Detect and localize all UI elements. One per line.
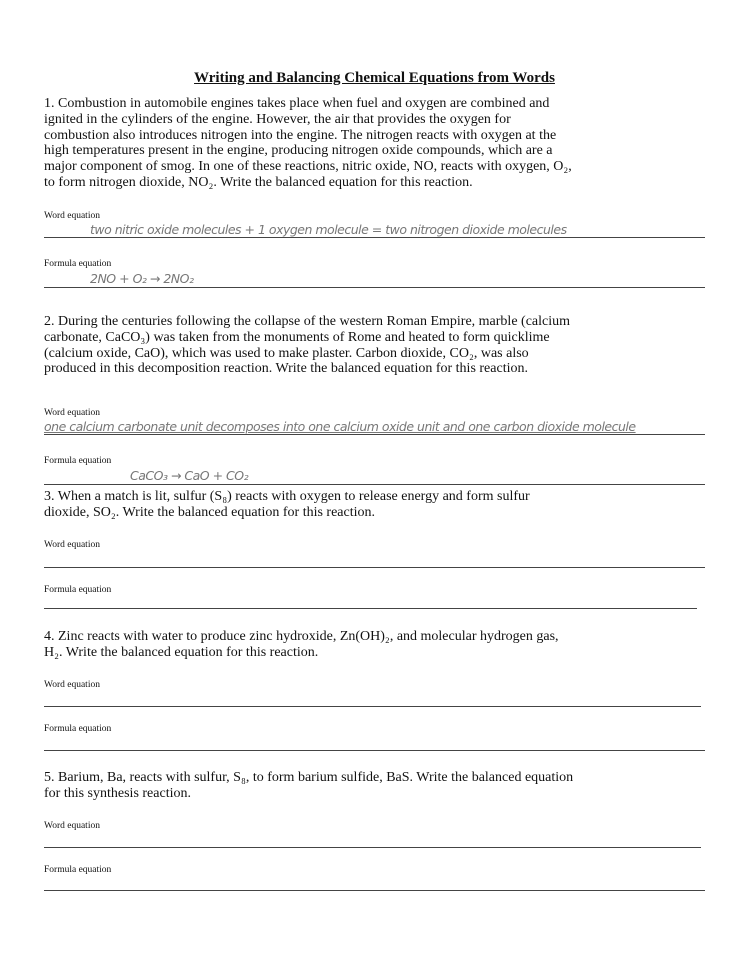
- word-equation-label: Word equation: [44, 680, 100, 690]
- word-equation-label: Word equation: [44, 821, 100, 831]
- formula-equation-label: Formula equation: [44, 865, 112, 875]
- question-3-text: 3. When a match is lit, sulfur (S₈) reacts with oxygen to release energy and form sulfur dioxide, SO₂. Write the balanced equation for this reaction.: [44, 489, 530, 520]
- question-1-word-line[interactable]: [44, 237, 705, 238]
- question-5-text: 5. Barium, Ba, reacts with sulfur, S₈, to form barium sulfide, BaS. Write the balanced equation for this synthesis reaction.: [44, 770, 574, 801]
- formula-equation-label: Formula equation: [44, 456, 112, 466]
- question-2-word-answer[interactable]: one calcium carbonate unit decomposes into one calcium oxide unit and one carbon dioxide molecule: [44, 419, 636, 434]
- page-title: Writing and Balancing Chemical Equations from Words: [194, 70, 555, 86]
- question-1-text: 1. Combustion in automobile engines takes place when fuel and oxygen are combined and ignited in the cylinders of the engine. However, the air that provides the oxygen for combustion also introduces nitrogen into the engine. The nitrogen reacts with oxygen at the high temperatures present in the engine, producing nitrogen oxide compounds, which are a major component of smog. In one of these reactions, nitric oxide, NO, reacts with oxygen, O₂, to form nitrogen dioxide, NO₂. Write the balanced equation for this reaction.: [44, 96, 572, 190]
- question-2-formula-line[interactable]: [44, 484, 705, 485]
- formula-equation-label: Formula equation: [44, 259, 112, 269]
- question-1-formula-answer[interactable]: 2NO + O₂ → 2NO₂: [90, 271, 194, 286]
- question-4-text: 4. Zinc reacts with water to produce zinc hydroxide, Zn(OH)₂, and molecular hydrogen gas, H₂. Write the balanced equation for this reaction.: [44, 629, 559, 660]
- formula-equation-label: Formula equation: [44, 585, 112, 595]
- question-3-word-line[interactable]: [44, 567, 705, 568]
- word-equation-label: Word equation: [44, 211, 100, 221]
- word-equation-label: Word equation: [44, 540, 100, 550]
- formula-equation-label: Formula equation: [44, 724, 112, 734]
- question-2-text: 2. During the centuries following the collapse of the western Roman Empire, marble (calcium carbonate, CaCO₃) was taken from the monuments of Rome and heated to form quicklime (calcium oxide, CaO), which was used to make plaster. Carbon dioxide, CO₂, was also produced in this decomposition reaction. Write the balanced equation for this reaction.: [44, 314, 571, 377]
- question-2-formula-answer[interactable]: CaCO₃ → CaO + CO₂: [130, 468, 249, 483]
- question-4-formula-line[interactable]: [44, 750, 705, 751]
- question-2-word-line[interactable]: [44, 434, 705, 435]
- question-3-formula-line[interactable]: [44, 608, 697, 609]
- question-5-word-line[interactable]: [44, 847, 701, 848]
- question-1-word-answer[interactable]: two nitric oxide molecules + 1 oxygen molecule = two nitrogen dioxide molecules: [90, 222, 567, 237]
- question-5-formula-line[interactable]: [44, 890, 705, 891]
- question-4-word-line[interactable]: [44, 706, 701, 707]
- question-1-formula-line[interactable]: [44, 287, 705, 288]
- word-equation-label: Word equation: [44, 408, 100, 418]
